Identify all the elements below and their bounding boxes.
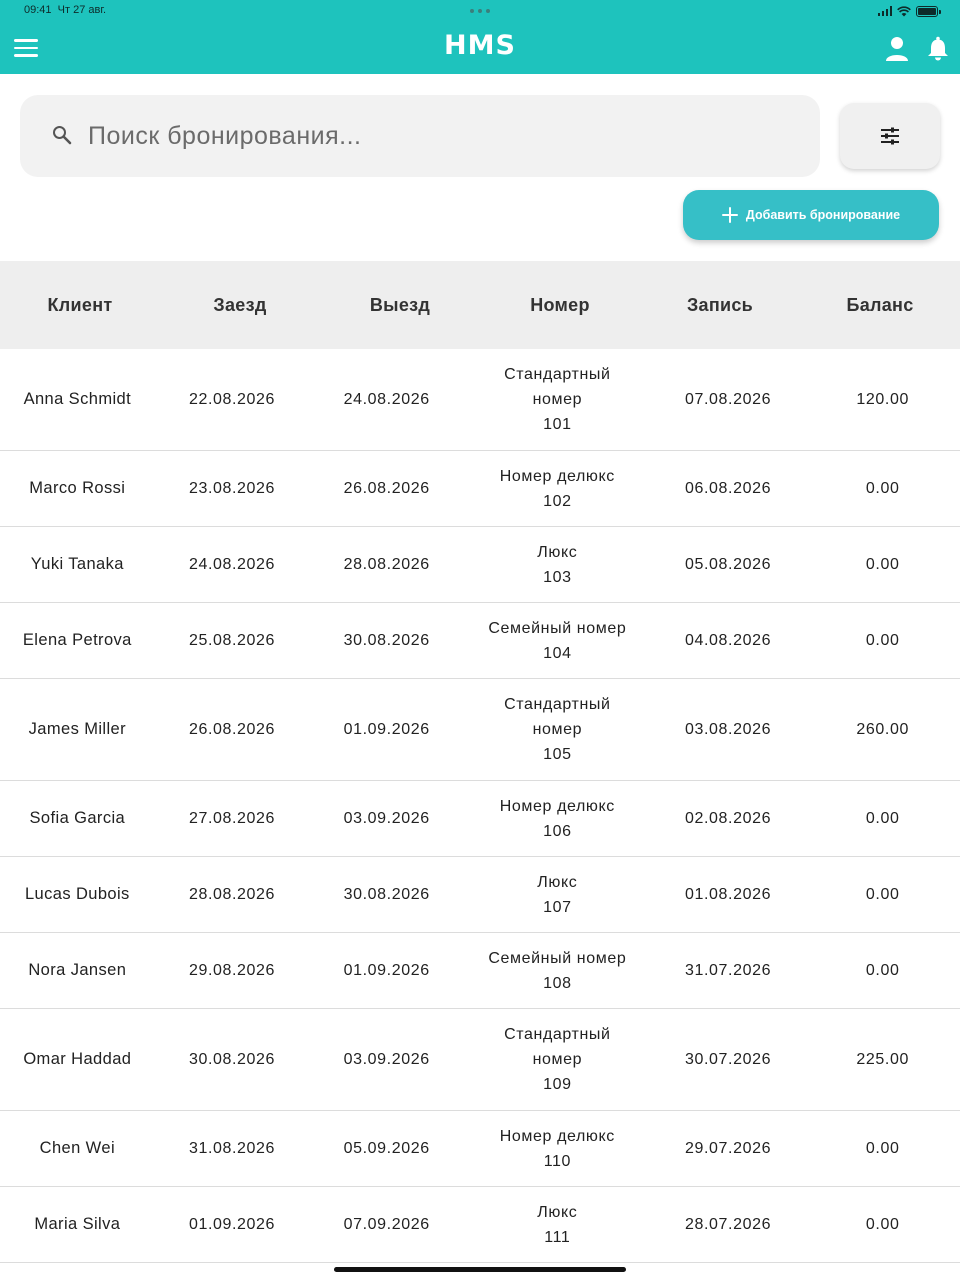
- table-row[interactable]: [0, 857, 960, 933]
- cell-room: [464, 692, 651, 767]
- room-type: Номер делюкс: [499, 467, 615, 485]
- cell-room: [464, 362, 651, 437]
- cell-balance: 0.00: [865, 886, 900, 903]
- room-number: 110: [543, 1152, 571, 1170]
- cell-check-out: 07.09.2026: [343, 1216, 430, 1233]
- home-indicator[interactable]: [334, 1267, 626, 1272]
- cell-client: Sofia Garcia: [29, 809, 126, 827]
- bell-icon[interactable]: [926, 36, 950, 62]
- room-number: 102: [543, 492, 572, 510]
- cell-client: Chen Wei: [39, 1139, 116, 1157]
- cell-check-out: 01.09.2026: [343, 962, 430, 979]
- cell-balance: 0.00: [865, 632, 900, 649]
- cell-recorded: 30.07.2026: [684, 1051, 772, 1068]
- cell-room: [464, 616, 651, 666]
- cell-check-in: 23.08.2026: [188, 480, 276, 497]
- cell-check-out: 26.08.2026: [343, 480, 430, 497]
- cell-check-in: 31.08.2026: [188, 1140, 276, 1157]
- room-number: 106: [543, 822, 572, 840]
- column-header-check-out[interactable]: Выезд: [369, 294, 431, 315]
- search-input[interactable]: [88, 115, 788, 157]
- status-icons: [878, 5, 939, 17]
- cell-check-in: 27.08.2026: [188, 810, 276, 827]
- cellular-signal-icon: [878, 6, 893, 16]
- column-header-client[interactable]: Клиент: [47, 294, 113, 315]
- table-row[interactable]: [0, 349, 960, 451]
- room-number: 103: [543, 568, 572, 586]
- cell-balance: 0.00: [865, 962, 900, 979]
- cell-check-in: 25.08.2026: [188, 632, 276, 649]
- table-row[interactable]: [0, 603, 960, 679]
- cell-balance: 0.00: [865, 1140, 900, 1157]
- room-number: 104: [543, 644, 572, 662]
- cell-check-out: 03.09.2026: [343, 810, 430, 827]
- table-header: [0, 261, 960, 349]
- user-icon[interactable]: [884, 36, 910, 62]
- cell-check-out: 24.08.2026: [343, 391, 430, 408]
- multitask-dots-icon[interactable]: [470, 9, 490, 13]
- cell-balance: 260.00: [856, 721, 909, 738]
- room-type: Номер делюкс: [499, 797, 615, 815]
- table-row[interactable]: [0, 781, 960, 857]
- cell-client: Yuki Tanaka: [30, 555, 124, 573]
- cell-recorded: 03.08.2026: [684, 721, 772, 738]
- room-number: 101: [543, 416, 572, 433]
- search-icon: [52, 125, 72, 145]
- table-row[interactable]: [0, 527, 960, 603]
- cell-check-in: 01.09.2026: [188, 1216, 276, 1233]
- room-number: 108: [543, 974, 572, 992]
- add-booking-button[interactable]: [683, 190, 939, 240]
- column-header-room[interactable]: Номер: [530, 294, 590, 315]
- cell-client: Anna Schmidt: [23, 390, 132, 408]
- top-app-bar: [0, 0, 960, 74]
- column-header-check-in[interactable]: Заезд: [213, 294, 267, 315]
- cell-client: Maria Silva: [34, 1215, 121, 1233]
- battery-icon: [916, 6, 938, 17]
- sliders-icon: [880, 127, 900, 145]
- room-type: Семейный номер: [488, 619, 627, 637]
- room-type: Стандартный номер: [504, 696, 611, 738]
- cell-check-out: 01.09.2026: [343, 721, 430, 738]
- room-type: Стандартный номер: [504, 366, 611, 408]
- cell-client: Elena Petrova: [22, 631, 132, 649]
- column-header-recorded[interactable]: Запись: [686, 294, 754, 315]
- room-type: Семейный номер: [488, 949, 627, 967]
- cell-check-out: 28.08.2026: [343, 556, 430, 573]
- cell-client: James Miller: [28, 720, 127, 738]
- cell-room: [464, 464, 651, 514]
- cell-balance: 120.00: [856, 391, 909, 408]
- table-row[interactable]: [0, 451, 960, 527]
- cell-room: [464, 946, 651, 996]
- cell-recorded: 06.08.2026: [684, 480, 772, 497]
- cell-client: Omar Haddad: [23, 1050, 132, 1068]
- cell-recorded: 02.08.2026: [684, 810, 772, 827]
- cell-recorded: 01.08.2026: [684, 886, 772, 903]
- cell-room: [464, 1200, 651, 1250]
- cell-client: Marco Rossi: [29, 479, 126, 497]
- cell-recorded: 05.08.2026: [684, 556, 772, 573]
- cell-room: [464, 540, 651, 590]
- room-number: 105: [543, 746, 572, 763]
- cell-recorded: 29.07.2026: [684, 1140, 772, 1157]
- wifi-icon: [897, 6, 911, 17]
- cell-room: [464, 794, 651, 844]
- table-row[interactable]: [0, 933, 960, 1009]
- cell-room: [464, 870, 651, 920]
- bookings-table: [0, 261, 960, 1263]
- column-header-balance[interactable]: Баланс: [846, 294, 914, 315]
- table-row[interactable]: [0, 679, 960, 781]
- cell-balance: 0.00: [865, 810, 900, 827]
- cell-room: [464, 1022, 651, 1097]
- room-number: 107: [543, 898, 572, 916]
- cell-balance: 0.00: [865, 1216, 900, 1233]
- status-date: Чт 27 авг.: [57, 4, 107, 16]
- cell-recorded: 04.08.2026: [684, 632, 772, 649]
- plus-icon: [722, 207, 738, 223]
- cell-check-out: 05.09.2026: [343, 1140, 430, 1157]
- cell-recorded: 31.07.2026: [684, 962, 772, 979]
- status-time: [24, 4, 106, 16]
- table-row[interactable]: [0, 1111, 960, 1187]
- cell-check-in: 30.08.2026: [188, 1051, 276, 1068]
- cell-balance: 0.00: [865, 480, 900, 497]
- cell-recorded: 28.07.2026: [684, 1216, 772, 1233]
- room-number: 111: [544, 1228, 571, 1246]
- add-booking-label: Добавить бронирование: [745, 208, 901, 222]
- cell-recorded: 07.08.2026: [684, 391, 772, 408]
- cell-check-in: 26.08.2026: [188, 721, 276, 738]
- room-type: Люкс: [537, 543, 578, 561]
- table-row[interactable]: [0, 1009, 960, 1111]
- cell-check-out: 30.08.2026: [343, 632, 430, 649]
- room-number: 109: [543, 1076, 572, 1093]
- room-type: Люкс: [537, 873, 578, 891]
- cell-client: Nora Jansen: [28, 961, 127, 979]
- cell-check-in: 28.08.2026: [188, 886, 276, 903]
- cell-check-in: 22.08.2026: [188, 391, 276, 408]
- cell-check-in: 24.08.2026: [188, 556, 276, 573]
- room-type: Номер делюкс: [499, 1127, 615, 1145]
- status-clock: 09:41: [24, 4, 52, 16]
- cell-check-out: 30.08.2026: [343, 886, 430, 903]
- cell-check-out: 03.09.2026: [343, 1051, 430, 1068]
- menu-icon[interactable]: [14, 38, 38, 58]
- cell-client: Lucas Dubois: [24, 885, 130, 903]
- room-type: Стандартный номер: [504, 1026, 611, 1068]
- cell-room: [464, 1124, 651, 1174]
- cell-balance: 225.00: [856, 1051, 909, 1068]
- room-type: Люкс: [537, 1203, 578, 1221]
- search-bar: [20, 95, 820, 177]
- filter-button[interactable]: [840, 103, 940, 169]
- cell-check-in: 29.08.2026: [188, 962, 276, 979]
- app-logo: HMS: [444, 30, 516, 61]
- table-row[interactable]: [0, 1187, 960, 1263]
- cell-balance: 0.00: [865, 556, 900, 573]
